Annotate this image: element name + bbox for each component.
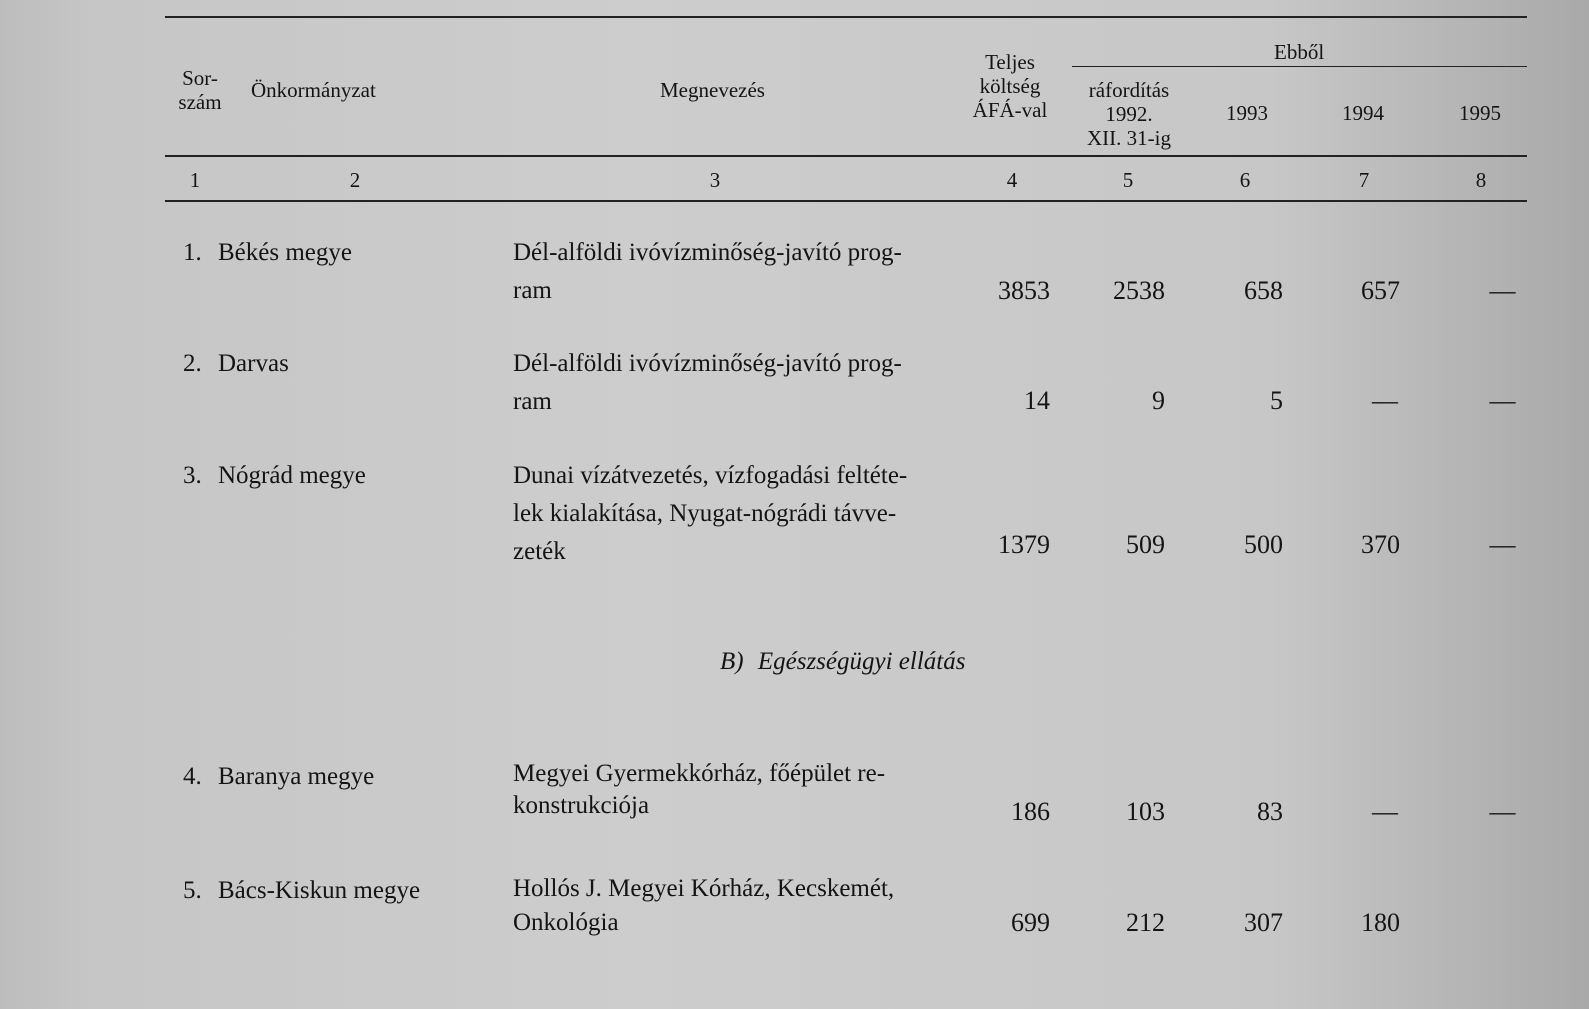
- header-1993: 1993: [1226, 101, 1268, 125]
- row-1995: —: [1489, 386, 1516, 415]
- table-top-rule: [165, 16, 1527, 18]
- header-1994: 1994: [1342, 101, 1384, 125]
- row-1994: 370: [1361, 530, 1400, 559]
- row-description: Dél-alföldi ivóvízminőség-javító prog- ram: [513, 239, 902, 304]
- row-number: 2.: [183, 350, 202, 377]
- row-spent-1992: 509: [1126, 530, 1165, 559]
- row-description: Dunai vízátvezetés, vízfogadási feltéte- lek kialakítása, Nyugat-nógrádi távve- zeték: [513, 462, 908, 565]
- row-total-cost: 3853: [998, 276, 1050, 305]
- row-total-cost: 186: [1011, 797, 1050, 826]
- header-teljes-koltseg: Teljes költség ÁFÁ-val: [972, 50, 1048, 122]
- header-megnevezes: Megnevezés: [660, 78, 765, 102]
- row-spent-1992: 212: [1126, 908, 1165, 937]
- row-number: 4.: [183, 763, 202, 790]
- row-total-cost: 14: [1024, 386, 1050, 415]
- row-spent-1992: 9: [1152, 386, 1165, 415]
- section-letter: B): [720, 648, 744, 675]
- col-number: 1: [189, 168, 201, 192]
- row-description: Megyei Gyermekkórház, főépület re- konstrukciója: [513, 760, 886, 819]
- header-raforditas: ráfordítás 1992. XII. 31-ig: [1087, 78, 1171, 150]
- row-number: 1.: [183, 239, 202, 266]
- row-municipality: Békés megye: [218, 239, 352, 266]
- header-sorszam: Sor- szám: [178, 66, 222, 114]
- row-municipality: Bács-Kiskun megye: [218, 877, 421, 904]
- row-number: 5.: [183, 877, 202, 904]
- row-1994: 180: [1361, 908, 1400, 937]
- col-number: 3: [709, 168, 721, 192]
- row-description: Dél-alföldi ivóvízminőség-javító prog- ram: [513, 350, 902, 415]
- row-spent-1992: 103: [1126, 797, 1165, 826]
- col-number: 7: [1358, 168, 1370, 192]
- header-bottom-rule: [165, 155, 1527, 157]
- row-1994: —: [1372, 797, 1398, 826]
- row-number: 3.: [183, 462, 202, 489]
- section-title: Egészségügyi ellátás: [757, 648, 966, 675]
- row-1994: 657: [1361, 276, 1400, 305]
- col-number: 2: [349, 168, 361, 192]
- row-1995: —: [1489, 530, 1516, 559]
- row-total-cost: 1379: [998, 530, 1050, 559]
- section-heading: [720, 648, 965, 676]
- row-1993: 5: [1270, 386, 1283, 415]
- header-1995: 1995: [1459, 101, 1501, 125]
- col-number: 8: [1475, 168, 1487, 192]
- row-1993: 500: [1244, 530, 1283, 559]
- row-1993: 307: [1244, 908, 1283, 937]
- row-total-cost: 699: [1011, 908, 1050, 937]
- row-municipality: Nógrád megye: [218, 462, 366, 489]
- row-1995: —: [1489, 797, 1516, 826]
- row-description: Hollós J. Megyei Kórház, Kecskemét, Onkológia: [513, 875, 895, 936]
- ebbol-rule: [1072, 66, 1527, 67]
- row-1993: 83: [1257, 797, 1283, 826]
- row-spent-1992: 2538: [1113, 276, 1165, 305]
- row-1994: —: [1372, 386, 1398, 415]
- row-1993: 658: [1244, 276, 1283, 305]
- header-onkormanyzat: Önkormányzat: [251, 78, 376, 102]
- col-number: 5: [1122, 168, 1134, 192]
- row-municipality: Darvas: [218, 350, 289, 377]
- col-number: 6: [1239, 168, 1251, 192]
- header-ebbol: Ebből: [1274, 40, 1325, 64]
- row-1995: —: [1489, 276, 1516, 305]
- column-numbers-rule: [165, 200, 1527, 202]
- row-municipality: Baranya megye: [218, 763, 375, 790]
- col-number: 4: [1006, 168, 1018, 192]
